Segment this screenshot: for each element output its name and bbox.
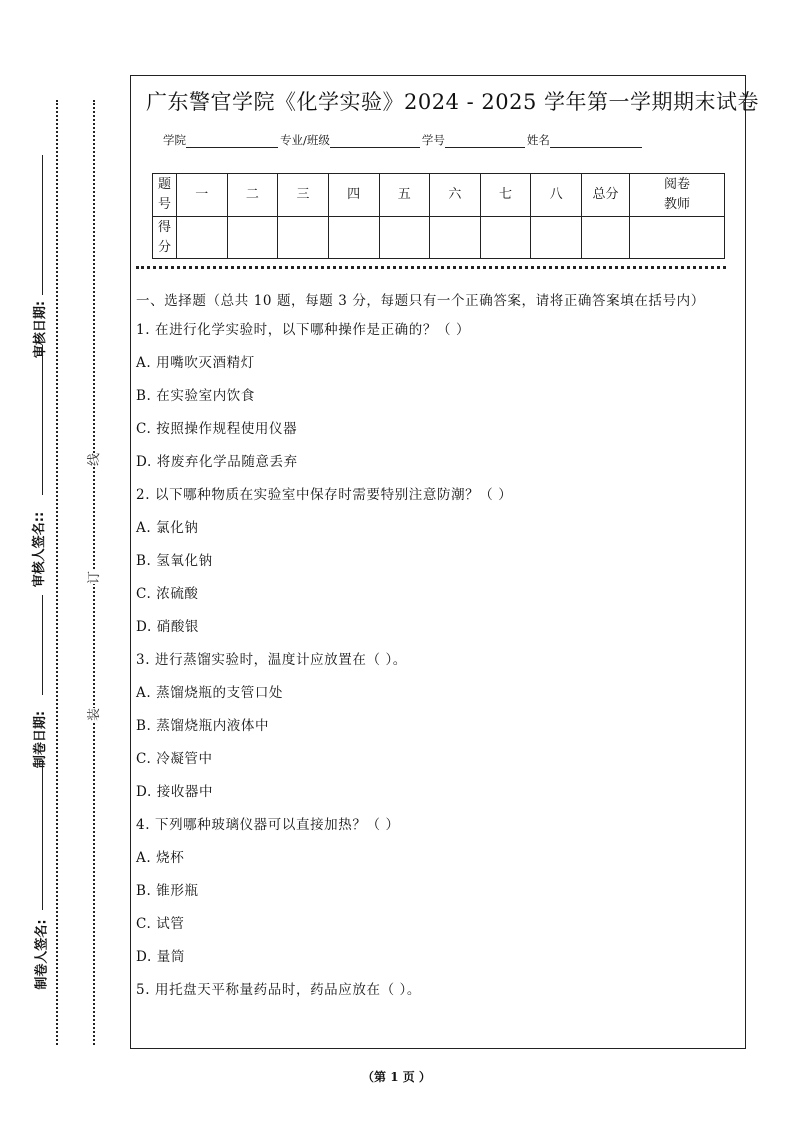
- option: C. 冷凝管中: [136, 751, 213, 767]
- binding-label-zhuang: 装: [83, 708, 102, 721]
- reviewer-sign-label: 审核人签名::: [32, 511, 48, 588]
- question: 1. 在进行化学实验时，以下哪种操作是正确的？（ ）: [136, 322, 471, 338]
- maker-sign-label: 制卷人签名:: [34, 919, 50, 990]
- exam-title: 广东警官学院《化学实验》2024 - 2025 学年第一学期期末试卷: [146, 90, 760, 114]
- option: C. 浓硫酸: [136, 586, 199, 602]
- option: A. 烧杯: [136, 850, 185, 866]
- score-cell[interactable]: [582, 217, 630, 259]
- score-cell[interactable]: [227, 217, 278, 259]
- question-number-row: [153, 174, 725, 217]
- score-cell[interactable]: [379, 217, 430, 259]
- option: A. 蒸馏烧瓶的支管口处: [136, 685, 284, 701]
- col-header: 四: [328, 174, 379, 217]
- question: 5. 用托盘天平称量药品时，药品应放在（ ）。: [136, 982, 422, 998]
- score-cell[interactable]: [278, 217, 329, 259]
- review-date-line: [42, 155, 43, 295]
- score-cell[interactable]: [177, 217, 228, 259]
- col-header: 阅卷教师: [630, 174, 725, 217]
- student-info-row: [163, 132, 644, 148]
- col-header: 一: [177, 174, 228, 217]
- make-date-line: [42, 595, 43, 695]
- col-header: 三: [278, 174, 329, 217]
- question: 3. 进行蒸馏实验时，温度计应放置在（ ）。: [136, 652, 407, 668]
- question-section: [136, 290, 736, 1013]
- name-field[interactable]: [550, 134, 642, 148]
- score-cell[interactable]: [531, 217, 582, 259]
- col-header: 八: [531, 174, 582, 217]
- score-table: [152, 173, 725, 259]
- col-header: 五: [379, 174, 430, 217]
- score-cell[interactable]: [480, 217, 531, 259]
- option: D. 量筒: [136, 949, 185, 965]
- binding-label-xian: 线: [83, 453, 102, 466]
- reviewer-sign-line: [42, 345, 43, 495]
- review-date-label: 审核日期:: [33, 300, 49, 359]
- make-date-label: 制卷日期:: [33, 710, 49, 769]
- option: D. 硝酸银: [136, 619, 200, 635]
- option: B. 氢氧化钠: [136, 553, 213, 569]
- major-field[interactable]: [330, 134, 420, 148]
- col-header: 六: [430, 174, 481, 217]
- col-header: 七: [480, 174, 531, 217]
- option: C. 按照操作规程使用仪器: [136, 421, 298, 437]
- college-field[interactable]: [186, 134, 278, 148]
- college-label: 学院: [163, 133, 186, 147]
- col-header: 二: [227, 174, 278, 217]
- row-label: 题号: [153, 174, 177, 217]
- option: C. 试管: [136, 916, 185, 932]
- section-heading: 一、选择题（总共 10 题，每题 3 分，每题只有一个正确答案，请将正确答案填在括号内）: [136, 293, 705, 309]
- score-cell[interactable]: [328, 217, 379, 259]
- student-id-label: 学号: [421, 133, 445, 147]
- option: D. 接收器中: [136, 784, 214, 800]
- question: 2. 以下哪种物质在实验室中保存时需要特别注意防潮？（ ）: [136, 487, 513, 503]
- row-label: 得分: [153, 217, 177, 259]
- option: B. 锥形瓶: [136, 883, 199, 899]
- binding-label-ding: 订: [83, 571, 102, 584]
- option: B. 在实验室内饮食: [136, 388, 256, 404]
- section-divider: [136, 266, 726, 269]
- option: A. 用嘴吹灭酒精灯: [136, 355, 255, 371]
- option: D. 将废弃化学品随意丢弃: [136, 454, 298, 470]
- question: 4. 下列哪种玻璃仪器可以直接加热？（ ）: [136, 817, 400, 833]
- col-header: 总分: [582, 174, 630, 217]
- option: B. 蒸馏烧瓶内液体中: [136, 718, 270, 734]
- maker-sign-line: [42, 760, 43, 910]
- option: A. 氯化钠: [136, 520, 199, 536]
- major-label: 专业/班级: [280, 133, 330, 147]
- score-cell[interactable]: [630, 217, 725, 259]
- page-number: （第 1 页 ）: [362, 1070, 431, 1084]
- binding-dotted-line-outer: [56, 100, 58, 1045]
- name-label: 姓名: [526, 133, 550, 147]
- score-cell[interactable]: [430, 217, 481, 259]
- student-id-field[interactable]: [445, 134, 525, 148]
- score-row: [153, 217, 725, 259]
